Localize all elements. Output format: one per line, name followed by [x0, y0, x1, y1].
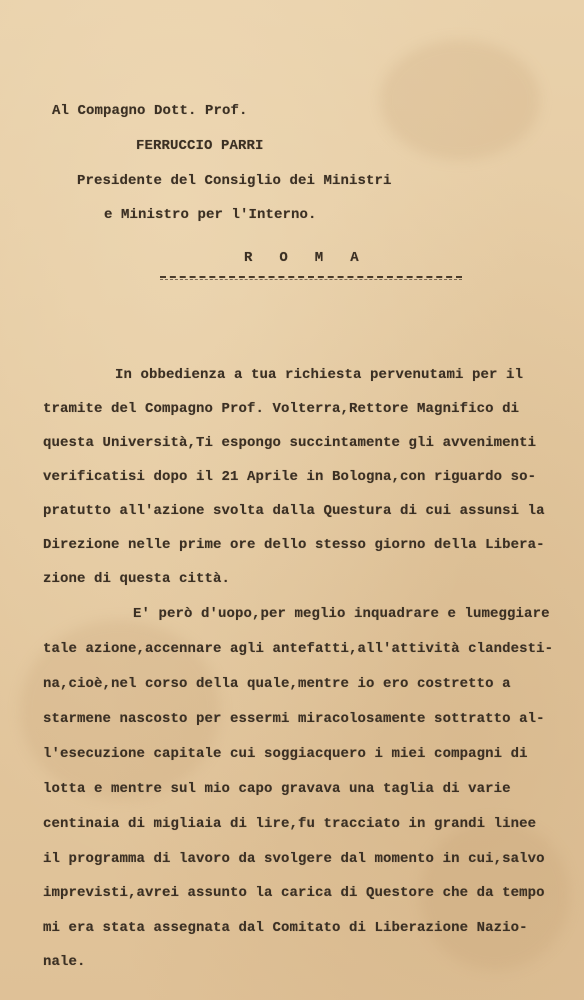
paper-stain: [380, 40, 540, 160]
address-city: ROMA: [244, 250, 386, 266]
city-underline: [160, 276, 462, 278]
address-line-1: Al Compagno Dott. Prof.: [52, 103, 248, 119]
body-line: il programma di lavoro da svolgere dal momento in cui,salvo: [43, 851, 545, 867]
address-line-3: Presidente del Consiglio dei Ministri: [77, 173, 392, 189]
body-line: questa Università,Ti espongo succintamente gli avvenimenti: [43, 435, 537, 451]
body-line: E' però d'uopo,per meglio inquadrare e lumeggiare: [133, 606, 550, 622]
body-line: nale.: [43, 954, 86, 970]
body-line: l'esecuzione capitale cui soggiacquero i miei compagni di: [43, 746, 528, 762]
body-line: In obbedienza a tua richiesta pervenutami per il: [115, 367, 524, 383]
body-line: tramite del Compagno Prof. Volterra,Rettore Magnifico di: [43, 401, 520, 417]
body-line: Direzione nelle prime ore dello stesso giorno della Libera-: [43, 537, 545, 553]
address-line-4: e Ministro per l'Interno.: [104, 207, 317, 223]
city-underline-2: [160, 279, 462, 280]
body-line: mi era stata assegnata dal Comitato di Liberazione Nazio-: [43, 920, 528, 936]
body-line: tale azione,accennare agli antefatti,all'attività clandesti-: [43, 641, 554, 657]
body-line: na,cioè,nel corso della quale,mentre io ero costretto a: [43, 676, 511, 692]
body-line: zione di questa città.: [43, 571, 231, 587]
body-line: imprevisti,avrei assunto la carica di Questore che da tempo: [43, 885, 545, 901]
body-line: starmene nascosto per essermi miracolosamente sottratto al-: [43, 711, 545, 727]
body-line: centinaia di migliaia di lire,fu tracciato in grandi linee: [43, 816, 537, 832]
body-line: lotta e mentre sul mio capo gravava una taglia di varie: [43, 781, 511, 797]
body-line: verificatisi dopo il 21 Aprile in Bologna,con riguardo so-: [43, 469, 537, 485]
body-line: pratutto all'azione svolta dalla Questura di cui assunsi la: [43, 503, 545, 519]
address-name: FERRUCCIO PARRI: [136, 138, 264, 154]
